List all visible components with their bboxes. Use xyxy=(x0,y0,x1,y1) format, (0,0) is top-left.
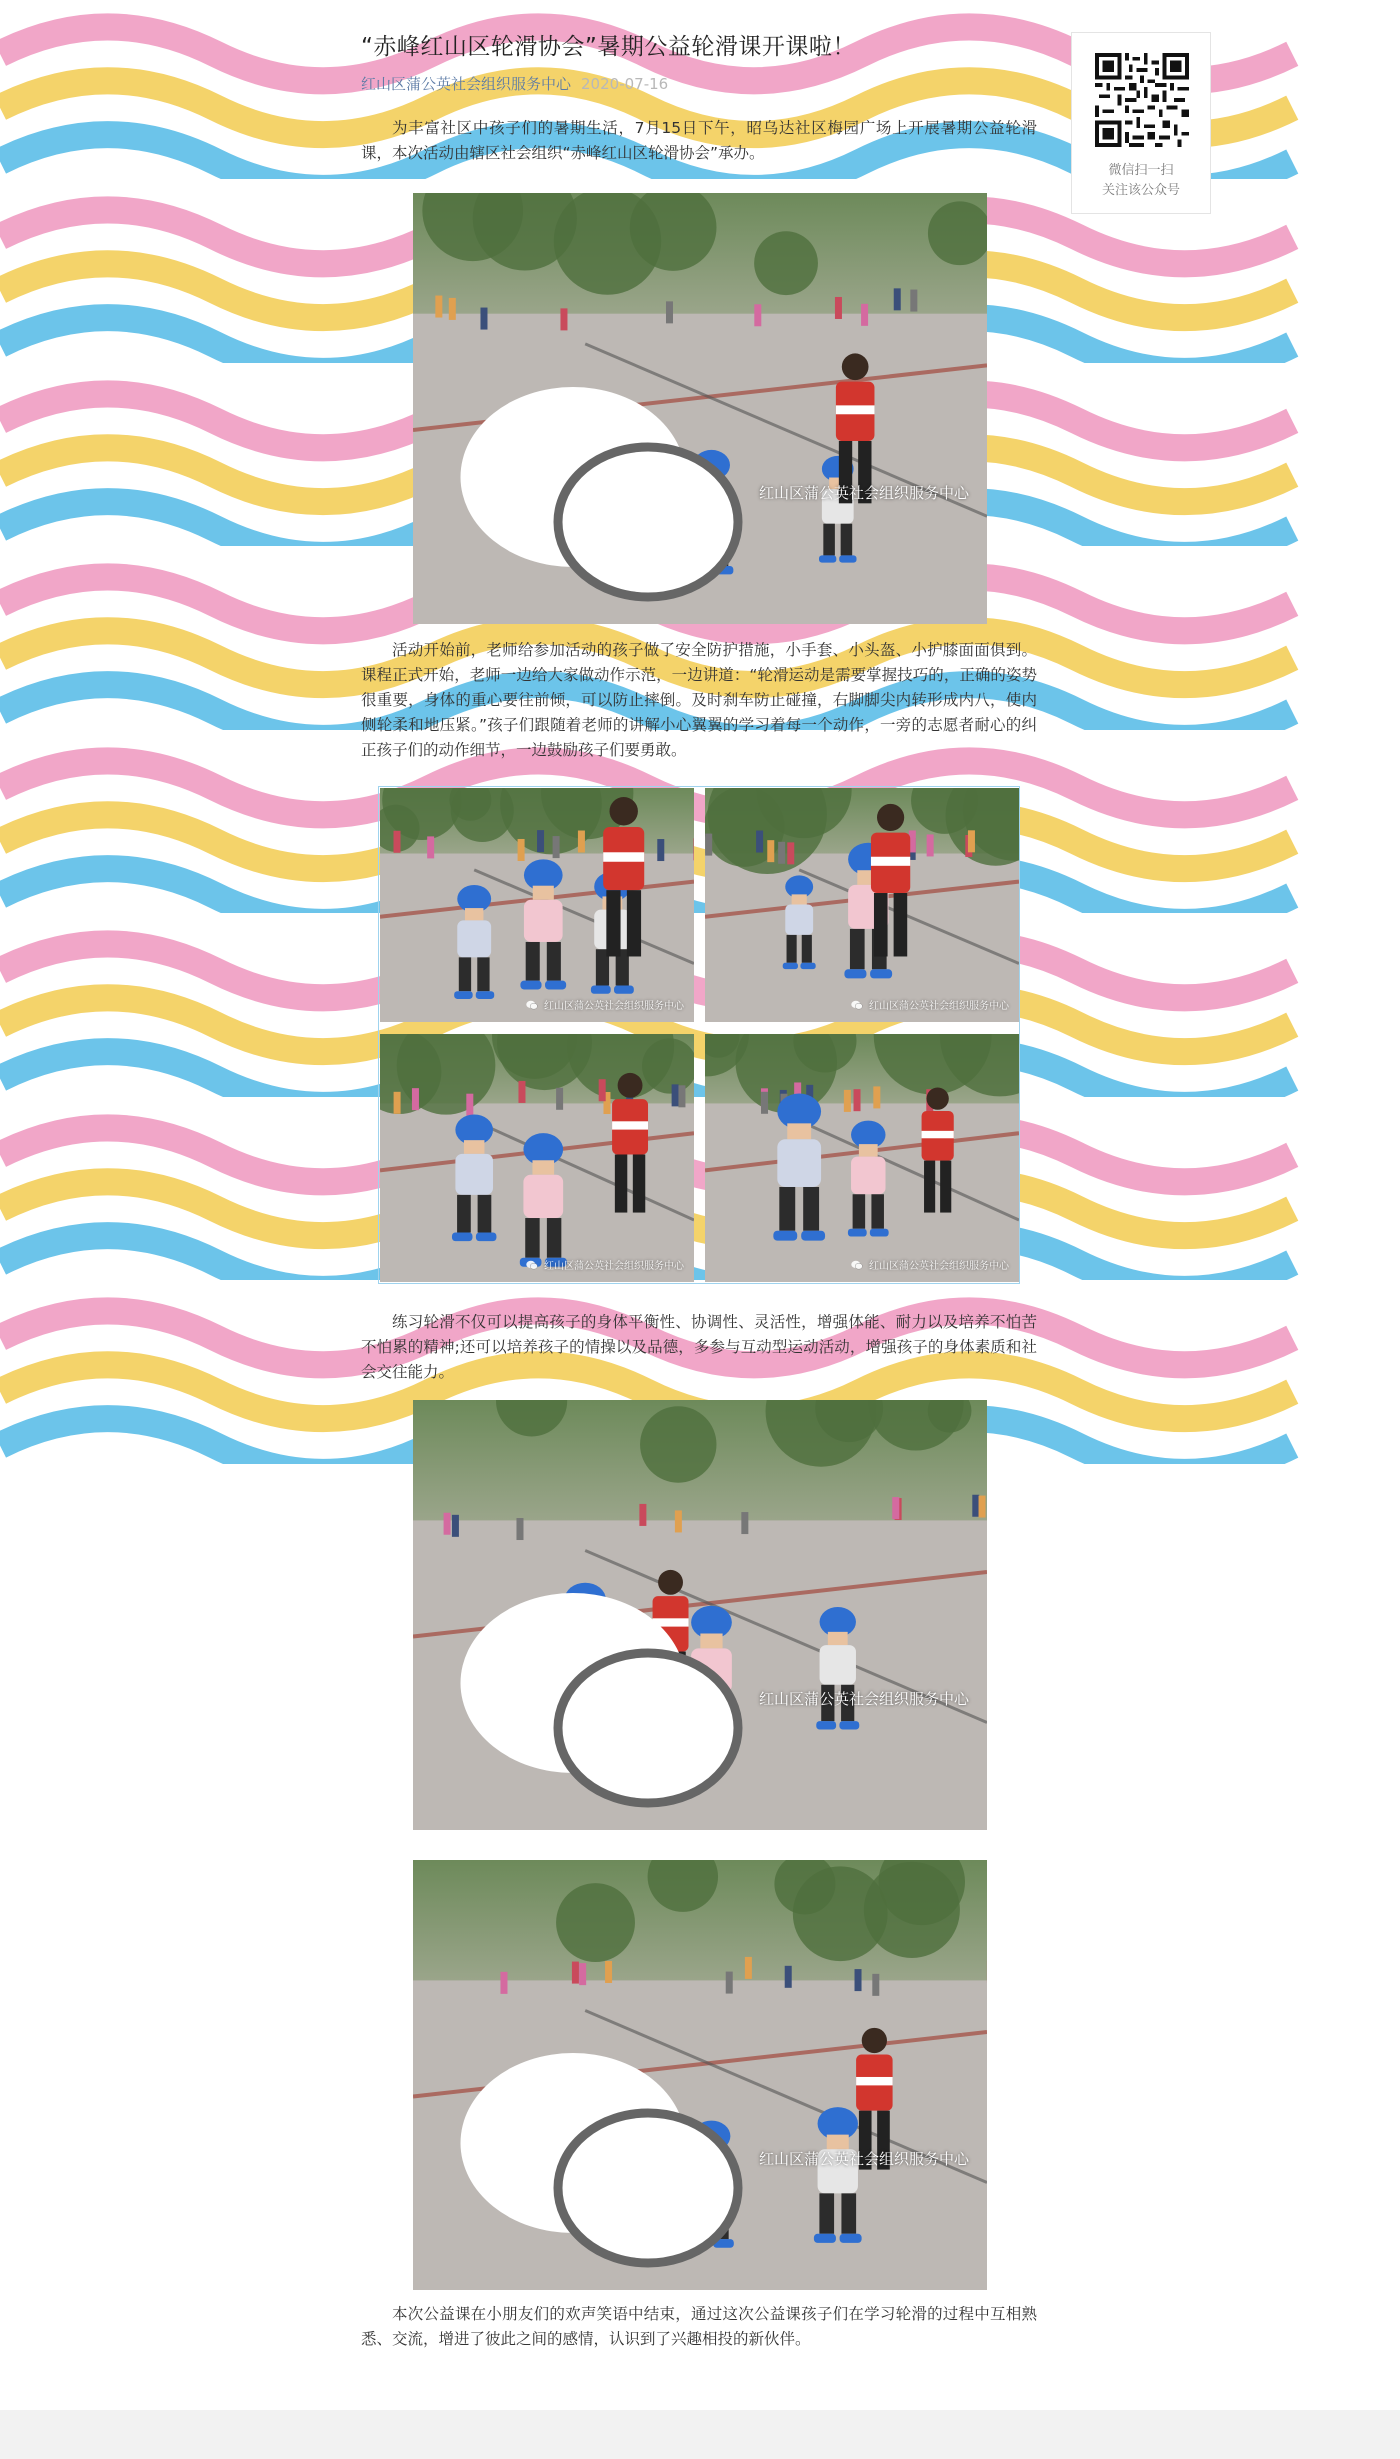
photo-grid-kids-gearing-up xyxy=(380,788,694,1022)
watermark-text: 红山区蒲公英社会组织服务中心 xyxy=(851,997,1009,1012)
photo-grid-skate-fitting xyxy=(380,1034,694,1282)
photo-skating-lesson-2 xyxy=(413,1400,987,1830)
wechat-icon xyxy=(453,372,753,612)
watermark-text: 红山区蒲公英社会组织服务中心 xyxy=(526,997,684,1012)
wechat-icon xyxy=(526,1000,538,1010)
photo-grid-helmet-fitting xyxy=(705,788,1019,1022)
photo-grid-group-practice xyxy=(705,1034,1019,1282)
paragraph-benefits: 练习轮滑不仅可以提高孩子的身体平衡性、协调性、灵活性，增强体能、耐力以及培养不怕苦不怕累的精神;还可以培养孩子的情操以及品德，多参与互动型运动活动，增强孩子的身体素质和社会交往能力。 xyxy=(361,1313,1037,1381)
paragraph-safety: 活动开始前，老师给参加活动的孩子做了安全防护措施，小手套、小头盔、小护膝面面俱到。课程正式开始，老师一边给大家做动作示范，一边讲道：“轮滑运动是需要掌握技巧的，正确的姿势很重要，身体的重心要往前倾，可以防止摔倒。及时刹车防止碰撞，右脚脚尖内转形成内八，使内侧轮柔和地压紧。”孩子们跟随着老师的讲解小心翼翼的学习着每一个动作，一旁的志愿者耐心的纠正孩子们的动作细节，一边鼓励孩子们要勇敢。 xyxy=(361,641,1037,759)
watermark-text: 红山区蒲公英社会组织服务中心 xyxy=(453,1578,969,1818)
wechat-icon xyxy=(453,1578,753,1818)
watermark-text: 红山区蒲公英社会组织服务中心 xyxy=(453,2038,969,2278)
paragraph-closing: 本次公益课在小朋友们的欢声笑语中结束，通过这次公益课孩子们在学习轮滑的过程中互相熟悉、交流，增进了彼此之间的感情，认识到了兴趣相投的新伙伴。 xyxy=(361,2305,1037,2348)
photo-skating-lesson-3 xyxy=(413,1860,987,2290)
publish-date: 2020-07-16 xyxy=(581,75,669,93)
wechat-icon xyxy=(453,2038,753,2278)
author-link[interactable]: 红山区蒲公英社会组织服务中心 xyxy=(361,75,572,93)
photo-skating-lesson-1 xyxy=(413,193,987,624)
watermark-text: 红山区蒲公英社会组织服务中心 xyxy=(526,1257,684,1272)
watermark-text: 红山区蒲公英社会组织服务中心 xyxy=(851,1257,1009,1272)
wechat-icon xyxy=(526,1260,538,1270)
qr-code-image xyxy=(1095,53,1189,147)
qr-caption-scan: 微信扫一扫 xyxy=(1108,163,1174,178)
wechat-icon xyxy=(851,1260,863,1270)
qr-caption-follow: 关注该公众号 xyxy=(1101,183,1180,198)
article-meta xyxy=(361,74,1037,94)
article xyxy=(361,30,1037,166)
qr-code-card xyxy=(1071,32,1211,214)
paragraph-intro: 为丰富社区中孩子们的暑期生活，7月15日下午，昭乌达社区梅园广场上开展暑期公益轮滑课，本次活动由辖区社会组织“赤峰红山区轮滑协会”承办。 xyxy=(361,119,1037,162)
page-footer-bar xyxy=(0,2410,1400,2459)
watermark-text: 红山区蒲公英社会组织服务中心 xyxy=(453,372,969,612)
wechat-icon xyxy=(851,1000,863,1010)
article-title: “赤峰红山区轮滑协会”暑期公益轮滑课开课啦！ xyxy=(361,34,856,60)
